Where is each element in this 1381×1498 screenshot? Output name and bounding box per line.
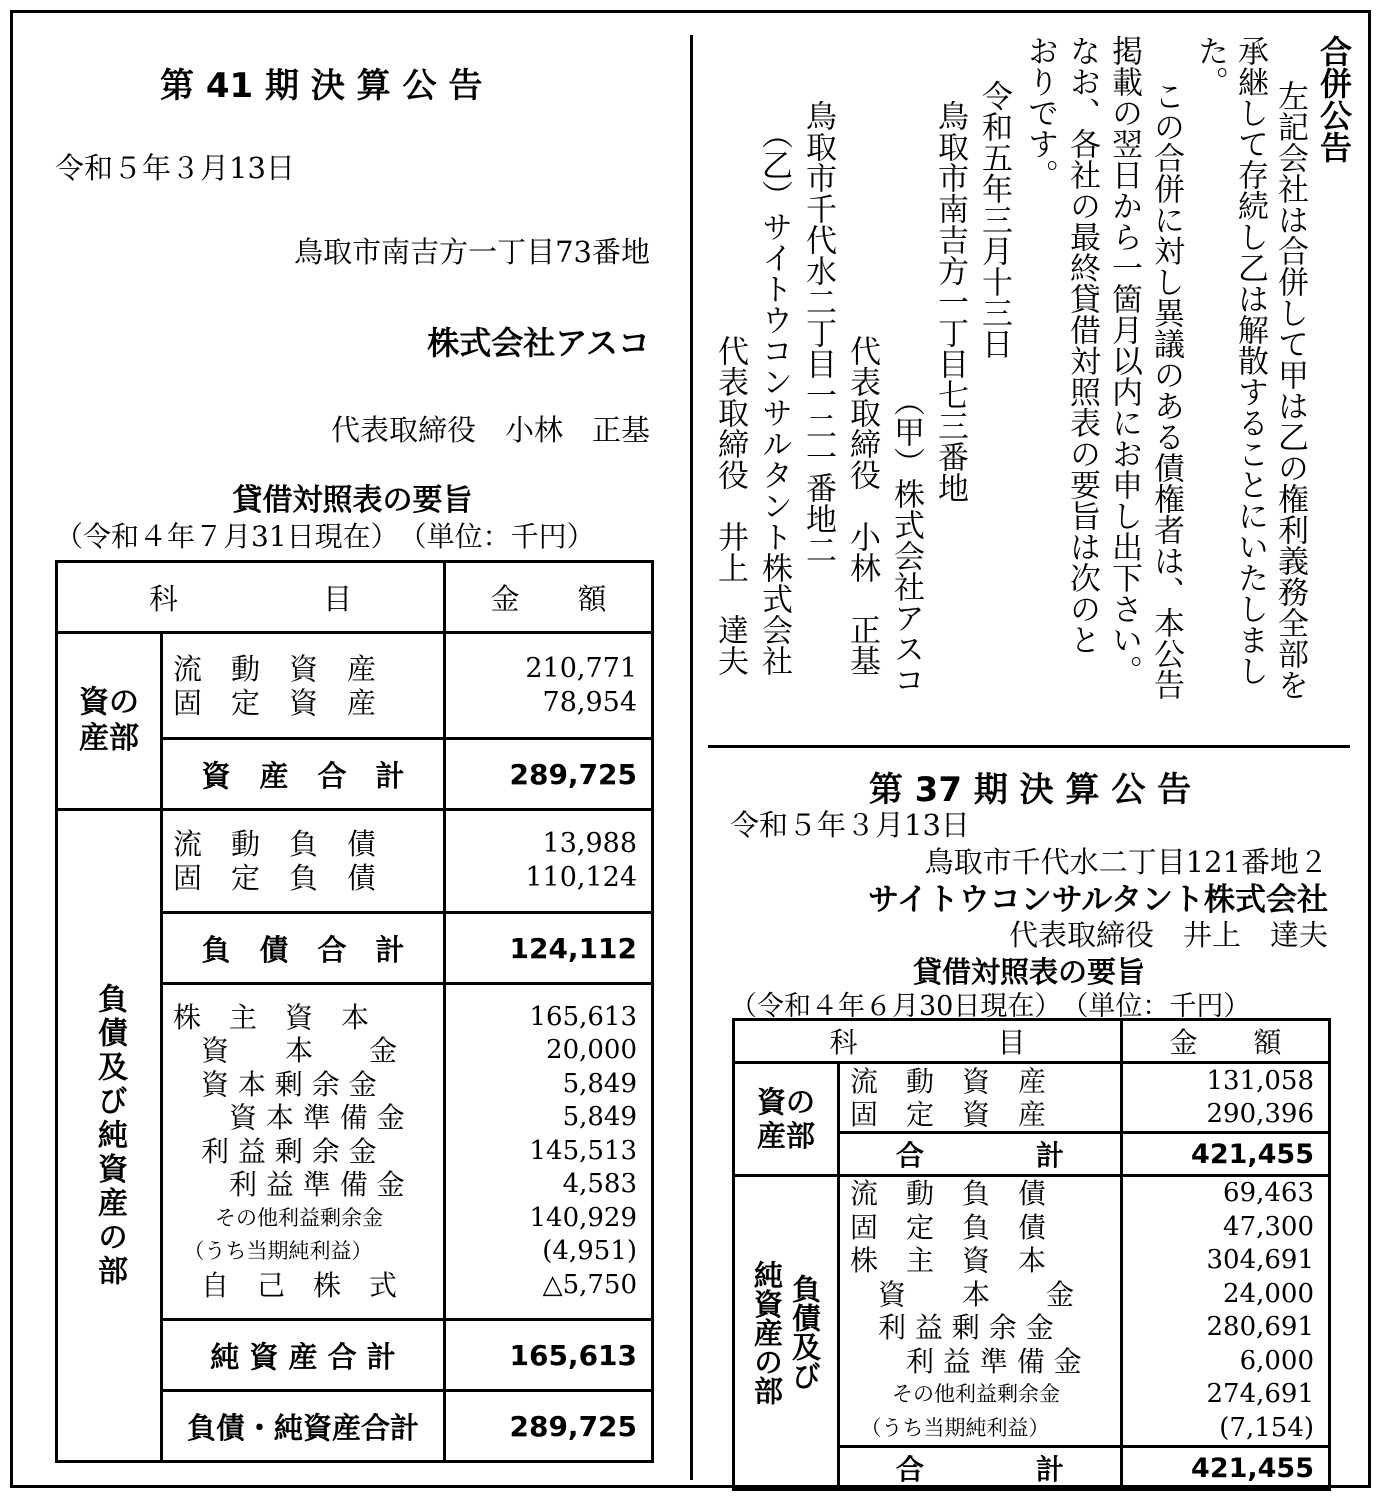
right-liab-value-1: 47,300 xyxy=(1223,1211,1315,1242)
left-assets-section: 資の 産部 xyxy=(57,633,162,810)
left-equity-value-0: 165,613 xyxy=(529,1001,638,1032)
left-equity-value-6: 140,929 xyxy=(529,1202,638,1233)
merger-line-2: た。 xyxy=(1192,35,1228,97)
left-header-amount: 金 額 xyxy=(445,562,653,633)
right-assets-section: 資の 産部 xyxy=(734,1063,839,1176)
merger-otsu-address: 鳥取市千代水二丁目一二一番地二 xyxy=(800,100,836,565)
left-grand-total-value: 289,725 xyxy=(445,1391,653,1462)
left-net-assets-total-label: 純 資 産 合 計 xyxy=(162,1320,445,1391)
right-liab-label-7: （うち当期純利益） xyxy=(850,1415,1050,1440)
left-equity-value-7: (4,951) xyxy=(542,1236,638,1267)
right-liab-value-2: 304,691 xyxy=(1206,1245,1315,1275)
left-equity-value-5: 4,583 xyxy=(562,1169,638,1200)
left-equity-label-7: （うち当期純利益） xyxy=(173,1239,373,1264)
left-address: 鳥取市南吉方一丁目73番地 xyxy=(294,235,650,269)
left-liab-total-label: 負 債 合 計 xyxy=(162,913,445,984)
right-bs-asof: （令和４年６月30日現在） （単位：千円） xyxy=(730,991,1251,1022)
left-equity-value-8: △5,750 xyxy=(542,1269,638,1300)
merger-line-1: 承継して存続し乙は解散することにいたしまし xyxy=(1232,35,1268,686)
left-header-item: 科 目 xyxy=(57,562,445,633)
right-liab-value-3: 24,000 xyxy=(1223,1278,1315,1309)
left-bs-title: 貸借対照表の要旨 xyxy=(232,483,473,518)
merger-date: 令和五年三月十三日 xyxy=(976,80,1012,359)
merger-line-0: 左記会社は合併して甲は乙の権利義務全部を xyxy=(1272,80,1308,700)
left-equity-label-4: 利 益 剰 余 金 xyxy=(173,1134,377,1168)
right-liab-label-4: 利 益 剰 余 金 xyxy=(850,1311,1054,1344)
merger-line-5: なお、各社の最終貸借対照表の要旨は次のと xyxy=(1064,35,1100,655)
right-liab-label-5: 利 益 準 備 金 xyxy=(850,1344,1082,1378)
left-equity-label-3: 資 本 準 備 金 xyxy=(173,1101,405,1135)
right-date: 令和５年３月13日 xyxy=(730,808,970,842)
left-grand-total-label: 負債・純資産合計 xyxy=(162,1391,445,1462)
right-liab-label-6: その他利益剰余金 xyxy=(850,1382,1060,1406)
right-assets-total-value: 421,455 xyxy=(1122,1133,1330,1176)
right-header-item: 科 目 xyxy=(734,1020,1122,1063)
right-liab-label-2: 株 主 資 本 xyxy=(850,1244,1047,1277)
left-equity-label-8: 自 己 株 式 xyxy=(173,1268,398,1302)
right-bs-title: 貸借対照表の要旨 xyxy=(912,955,1145,989)
left-equity-label-5: 利 益 準 備 金 xyxy=(173,1168,405,1202)
left-balance-sheet xyxy=(55,560,654,1463)
right-address: 鳥取市千代水二丁目121番地２ xyxy=(924,845,1328,879)
left-assets-total-value: 289,725 xyxy=(445,739,653,810)
right-liab-section-a: 負債及び xyxy=(788,1274,822,1390)
right-current-assets-label: 流 動 資 産 xyxy=(850,1064,1047,1098)
right-liab-value-4: 280,691 xyxy=(1206,1312,1315,1342)
right-grand-total-label: 合 計 xyxy=(839,1447,1122,1490)
left-equity-value-3: 5,849 xyxy=(562,1102,638,1133)
section-divider xyxy=(708,745,1350,748)
left-liab-section: 負債及び純資産の部 xyxy=(92,982,127,1289)
merger-title: 合併公告 xyxy=(1315,35,1353,163)
right-title: 第 37 期 決 算 公 告 xyxy=(868,770,1192,810)
left-equity-label-2: 資 本 剰 余 金 xyxy=(173,1067,377,1101)
merger-otsu-company: （乙）サイトウコンサルタント株式会社 xyxy=(756,118,792,676)
right-balance-sheet xyxy=(732,1018,1331,1491)
merger-otsu-rep: 代表取締役 井上 達夫 xyxy=(712,335,748,676)
right-header-amount: 金 額 xyxy=(1122,1020,1330,1063)
right-liab-value-7: (7,154) xyxy=(1219,1412,1315,1443)
left-liab-total-value: 124,112 xyxy=(445,913,653,984)
column-divider xyxy=(690,35,693,1480)
right-current-assets-value: 131,058 xyxy=(1206,1065,1315,1096)
left-current-assets-value: 210,771 xyxy=(525,652,638,684)
left-equity-label-6: その他利益剰余金 xyxy=(173,1205,383,1230)
left-company: 株式会社アスコ xyxy=(427,324,650,362)
left-assets-total-label: 資 産 合 計 xyxy=(162,739,445,810)
left-current-liab-label: 流 動 負 債 xyxy=(173,827,377,861)
left-current-liab-value: 13,988 xyxy=(542,828,638,859)
left-bs-asof: （令和４年７月31日現在） （単位：千円） xyxy=(55,520,595,553)
right-grand-total-value: 421,455 xyxy=(1122,1447,1330,1490)
right-liab-label-3: 資 本 金 xyxy=(850,1277,1075,1311)
left-equity-value-1: 20,000 xyxy=(546,1035,638,1066)
left-fixed-assets-label: 固 定 資 産 xyxy=(173,685,377,720)
merger-kou-rep: 代表取締役 小林 正基 xyxy=(844,335,880,676)
left-equity-label-1: 資 本 金 xyxy=(173,1034,398,1068)
left-equity-value-4: 145,513 xyxy=(529,1135,638,1166)
left-net-assets-total-value: 165,613 xyxy=(445,1320,653,1391)
left-current-assets-label: 流 動 資 産 xyxy=(173,651,377,686)
merger-line-6: おりです。 xyxy=(1022,35,1058,190)
merger-kou-company: （甲）株式会社アスコ xyxy=(888,385,924,695)
right-liab-label-1: 固 定 負 債 xyxy=(850,1210,1047,1244)
left-date: 令和５年３月13日 xyxy=(55,151,295,185)
left-equity-label-0: 株 主 資 本 xyxy=(173,1000,370,1034)
merger-kou-address: 鳥取市南吉方一丁目七三番地 xyxy=(932,100,968,503)
left-equity-value-2: 5,849 xyxy=(562,1068,638,1099)
left-fixed-liab-value: 110,124 xyxy=(525,862,638,893)
right-liab-value-6: 274,691 xyxy=(1206,1379,1315,1409)
left-representative: 代表取締役 小林 正基 xyxy=(330,413,650,447)
merger-line-4: 掲載の翌日から一箇月以内にお申し出下さい。 xyxy=(1106,35,1142,686)
right-company: サイトウコンサルタント株式会社 xyxy=(867,882,1328,918)
right-liab-value-5: 6,000 xyxy=(1239,1345,1315,1376)
right-assets-total-label: 合 計 xyxy=(839,1133,1122,1176)
left-title: 第 41 期 決 算 公 告 xyxy=(160,66,483,106)
right-liab-section-b: 純資産の部 xyxy=(750,1260,784,1405)
right-liab-label-0: 流 動 負 債 xyxy=(850,1177,1047,1210)
right-fixed-assets-label: 固 定 資 産 xyxy=(850,1097,1047,1131)
right-liab-value-0: 69,463 xyxy=(1223,1178,1315,1208)
left-fixed-liab-label: 固 定 負 債 xyxy=(173,861,377,895)
left-fixed-assets-value: 78,954 xyxy=(542,686,638,718)
merger-line-3: この合併に対し異議のある債権者は、本公告 xyxy=(1148,80,1184,700)
right-fixed-assets-value: 290,396 xyxy=(1206,1098,1315,1129)
right-representative: 代表取締役 井上 達夫 xyxy=(1008,918,1328,952)
